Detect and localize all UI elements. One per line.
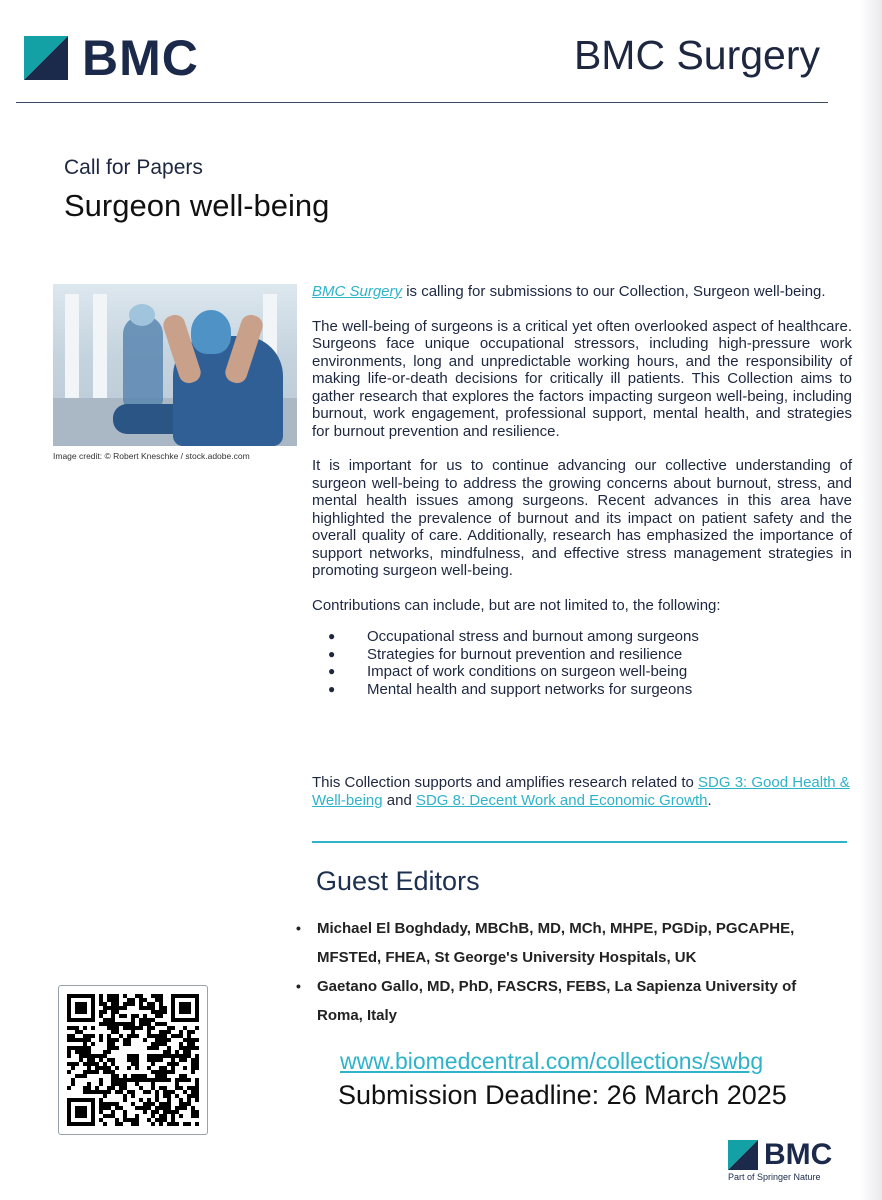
footer-logo-text: BMC — [764, 1138, 833, 1171]
list-item-text: Occupational stress and burnout among surgeons — [367, 628, 699, 645]
bullet-icon: • — [296, 978, 301, 994]
collection-url-link[interactable]: www.biomedcentral.com/collections/swbg — [340, 1048, 764, 1074]
paragraph: The well-being of surgeons is a critical yet often overlooked aspect of healthcare. Surgeons face unique occupational stressors, including high-pressure work environments, long and unpredictable working hours, and the responsibility of making life-or-death decisions for critically ill patients. This Collection aims to gather research that explores the factors impacting surgeon well-being, including burnout, work engagement, professional support, mental health, and strategies for burnout prevention and resilience. — [312, 317, 852, 440]
list-item-text: Mental health and support networks for surgeons — [367, 680, 693, 698]
journal-link[interactable]: BMC Surgery — [312, 283, 403, 300]
springer-tagline: Part of Springer Nature — [728, 1172, 821, 1182]
qr-code-icon — [67, 994, 199, 1126]
editor-name: Gaetano Gallo, MD, PhD, FASCRS, FEBS, La Sapienza University of Roma, Italy — [317, 978, 797, 1024]
bullet-icon: ● — [328, 646, 336, 661]
bmc-logo-text: BMC — [82, 30, 199, 86]
list-item-text: Impact of work conditions on surgeon well-being — [367, 663, 688, 680]
bmc-logo — [24, 30, 199, 86]
list-item-text: Strategies for burnout prevention and resilience — [367, 645, 683, 663]
editor-item — [296, 914, 836, 972]
editor-name: Michael El Boghdady, MBChB, MD, MCh, MHPE, PGDip, PGCAPHE, MFSTEd, FHEA, St George's University Hospitals, UK — [317, 920, 795, 966]
list-item — [312, 628, 852, 646]
description — [312, 283, 852, 698]
page-edge-shadow — [860, 0, 882, 1200]
qr-code[interactable] — [58, 985, 208, 1135]
contributions-list — [312, 628, 852, 698]
submission-deadline: Submission Deadline: 26 March 2025 — [338, 1080, 787, 1110]
bmc-logo-mark-icon — [728, 1140, 758, 1170]
bullet-icon: ● — [328, 664, 336, 678]
bullet-icon: ● — [328, 629, 336, 643]
journal-name: BMC Surgery — [573, 32, 820, 78]
list-item — [312, 681, 852, 699]
header-divider — [16, 102, 828, 103]
sdg8-link[interactable]: SDG 8: Decent Work and Economic Growth — [415, 791, 708, 809]
editor-item — [296, 972, 836, 1030]
sdg-suffix: . — [707, 791, 712, 809]
paragraph: It is important for us to continue advancing our collective understanding of surgeon well-being to address the growing concerns about burnout, stress, and mental health issues among surgeons. Recent advances in this area have highlighted the prevalence of burnout and its impact on patient safety and the overall quality of care. Additionally, research has emphasized the importance of support networks, mindfulness, and effective stress management strategies in promoting surgeon well-being. — [312, 457, 852, 579]
surgeon-photo — [53, 284, 297, 446]
sdg-prefix: This Collection supports and amplifies research related to — [312, 774, 699, 791]
sdg-middle: and — [382, 791, 416, 809]
sdg-statement — [312, 774, 857, 809]
guest-editors-heading: Guest Editors — [316, 866, 480, 896]
section-divider — [312, 841, 847, 843]
footer-bmc-logo — [728, 1140, 832, 1182]
list-item — [312, 663, 852, 681]
sdg3-link[interactable]: SDG 3: Good Health & Well-being — [312, 774, 850, 809]
intro-paragraph — [312, 283, 852, 301]
bullet-icon: • — [296, 920, 301, 936]
list-item — [312, 646, 852, 664]
collection-title: Surgeon well-being — [64, 188, 330, 223]
call-for-papers-label: Call for Papers — [64, 156, 203, 179]
intro-text: is calling for submissions to our Collection, Surgeon well-being. — [402, 283, 826, 300]
image-credit: Image credit: © Robert Kneschke / stock.adobe.com — [53, 451, 250, 461]
contributions-intro: Contributions can include, but are not limited to, the following: — [312, 596, 721, 614]
bmc-logo-mark-icon — [24, 36, 68, 80]
bullet-icon: ● — [328, 681, 336, 696]
guest-editors-list — [296, 914, 836, 1030]
